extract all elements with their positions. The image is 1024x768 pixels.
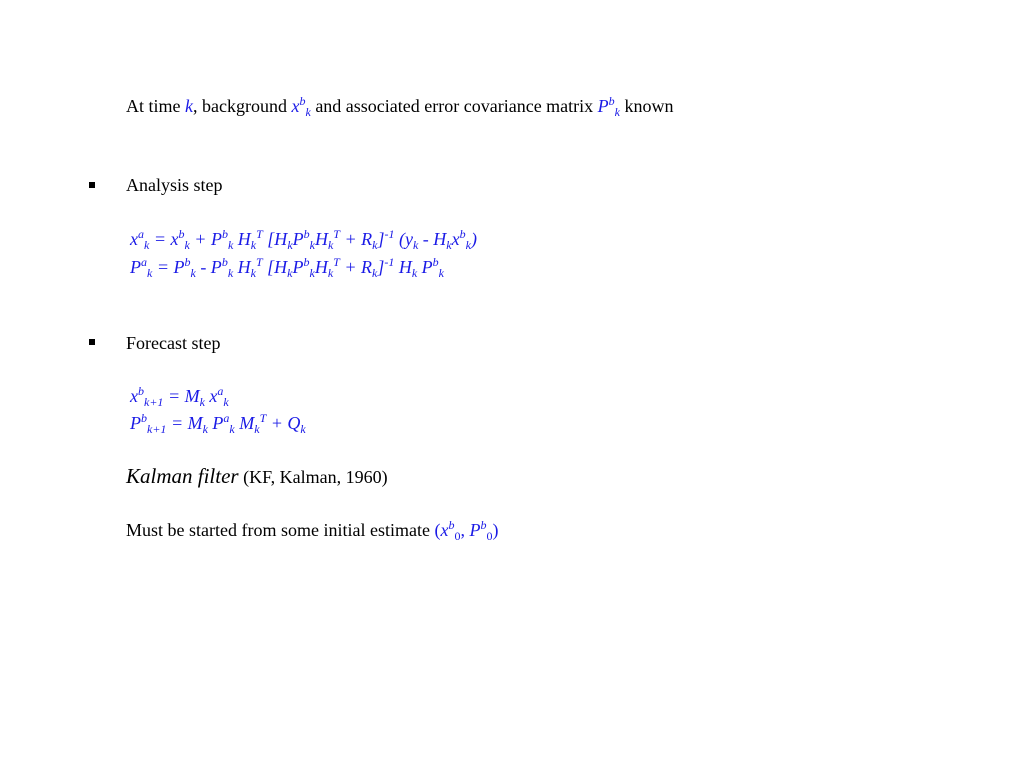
bullet-analysis-icon [89,182,95,188]
forecast-equation-state: $x^b_{k+1} = M_k$ $x^a_k$ [130,384,229,409]
initial-estimate-math: ($x^b_0$, $P^b_0$) [434,518,499,543]
intro-text-2: , background [193,96,292,116]
kalman-filter-line [126,466,388,487]
forecast-equation-covariance: $P^b_{k+1} = M_k$ $P^a_k$ $M_k^T + Q_k$ [130,411,306,436]
analysis-heading: Analysis step [126,175,223,195]
analysis-equation-state: $x^a_k = x^b_k + P^b_k$ $H_k^T$ $[H_kP^b_kH_k^T + R_k]^{-1}$ $(y_k - H_kx^b_k)$ [130,227,477,252]
intro-text-1: At time [126,96,185,116]
covariance-pbk: $P^b_k$ [597,94,620,119]
intro-text-4: known [620,96,674,116]
initial-estimate-text: Must be started from some initial estimate [126,520,435,540]
intro-text-3: and associated error covariance matrix [310,96,598,116]
analysis-equation-covariance: $P^a_k = P^b_k - P^b_k$ $H_k^T$ $[H_kP^b_kH_k^T + R_k]^{-1}$ $H_k$ $P^b_k$ [130,255,444,280]
bullet-forecast-icon [89,339,95,345]
kalman-citation: (KF, Kalman, 1960) [238,467,388,487]
initial-estimate-line [126,518,499,543]
intro-line [126,94,674,119]
kalman-filter-title: Kalman filter [126,464,239,488]
forecast-heading: Forecast step [126,333,221,353]
time-k: k [185,96,193,116]
background-xbk: $x^b_k$ [291,94,311,119]
